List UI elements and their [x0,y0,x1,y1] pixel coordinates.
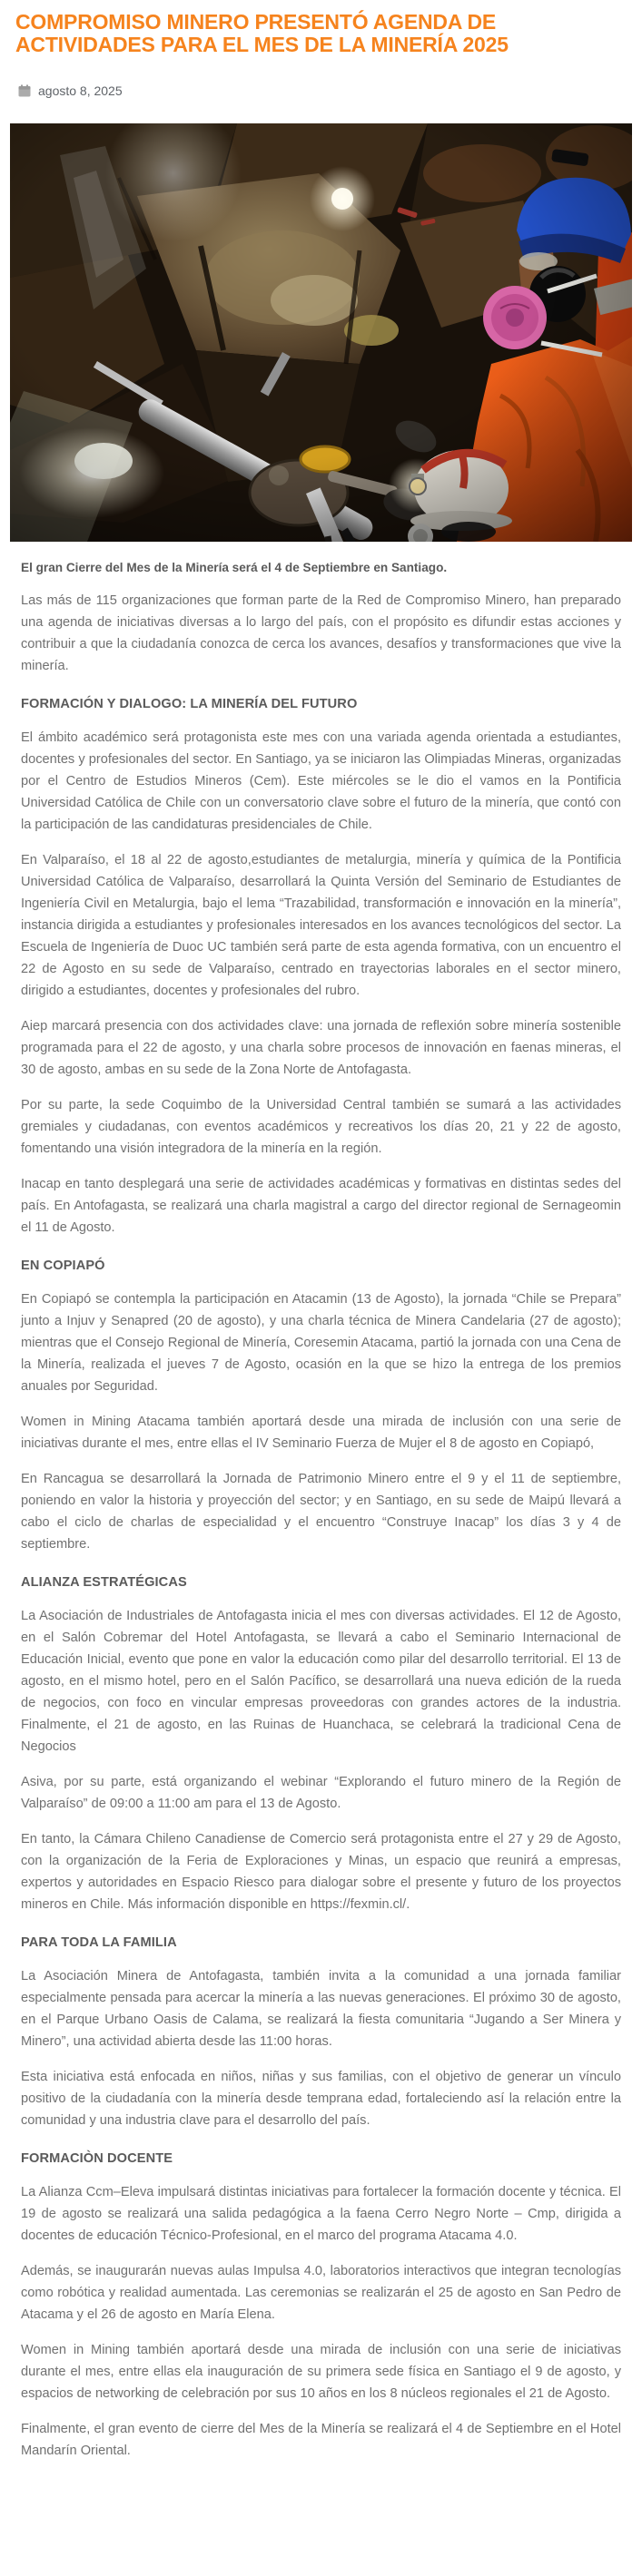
article-paragraph: En Valparaíso, el 18 al 22 de agosto,estudiantes de metalurgia, minería y química de la Pontificia Universidad Católica de Valparaíso, desarrollará la Quinta Versión del Seminario de Estudiantes de Ingeniería Civil en Metalurgia, bajo el lema “Trazabilidad, transformación e innovación en la minería”, instancia dirigida a estudiantes y profesionales interesados en los avances tecnológicos del sector. La Escuela de Ingeniería de Duoc UC también será parte de esta agenda formativa, con un encuentro el 22 de Agosto en su sede de Valparaíso, centrado en trayectorias laborales en el sector minero, dirigido a estudiantes, docentes y profesionales del rubro. [21,853,621,998]
article-paragraph: La Alianza Ccm–Eleva impulsará distintas iniciativas para fortalecer la formación docente y técnica. El 19 de agosto se realizará una salida pedagógica a la faena Cerro Negro Norte – Cmp, dirigida a docentes de educación Técnico-Profesional, en el marco del programa Atacama 4.0. [21,2185,621,2243]
article-paragraph: El ámbito académico será protagonista este mes con una variada agenda orientada a estudiantes, docentes y profesionales del sector. En Santiago, ya se iniciaron las Olimpiadas Mineras, organizadas por el Centro de Estudios Mineros (Cem). Este miércoles se le dio el vamos en la Pontificia Universidad Católica de Chile con un conversatorio clave sobre el futuro de la minería, que contó con la participación de las candidaturas presidenciales de Chile. [21,730,621,832]
article-paragraph: Finalmente, el gran evento de cierre del Mes de la Minería se realizará el 4 de Septiembre en el Hotel Mandarín Oriental. [21,2422,621,2458]
article-paragraph: En Copiapó se contempla la participación en Atacamin (13 de Agosto), la jornada “Chile se Prepara” junto a Injuv y Senapred (20 de agosto), y una charla técnica de Minera Candelaria (27 de agosto); mientras que el Consejo Regional de Minería, Coresemin Atacama, partió la jornada con una Cena de la Minería, realizada el jueves 7 de Agosto, ocasión en la que se hizo la entrega de los premios anuales por Seguridad. [21,1292,621,1394]
section-heading: FORMACIÓN Y DIALOGO: LA MINERÍA DEL FUTURO [21,697,358,711]
calendar-icon [18,84,31,97]
image-caption: El gran Cierre del Mes de la Minería será el 4 de Septiembre en Santiago. [21,561,448,574]
article-paragraph: Las más de 115 organizaciones que forman parte de la Red de Compromiso Minero, han preparado una agenda de iniciativas diversas a lo largo del país, con el propósito es difundir estas acciones y contribuir a que la ciudadanía conozca de cerca los avances, desafíos y transformaciones que vive la minería. [21,593,621,673]
article-paragraph: Women in Mining también aportará desde una mirada de inclusión con una serie de iniciativas durante el mes, entre ellas ela inauguración de su primera sede física en Santiago el 9 de agosto, y espacios de networking de celebración por sus 10 años en los 8 núcleos regionales el 21 de Agosto. [21,2343,621,2401]
article-paragraph: Women in Mining Atacama también aportará desde una mirada de inclusión con una serie de iniciativas durante el mes, entre ellas el IV Seminario Fuerza de Mujer el 8 de agosto en Copiapó, [21,1415,621,1451]
article-paragraph: En tanto, la Cámara Chileno Canadiense de Comercio será protagonista entre el 27 y 29 de Agosto, con la organización de la Feria de Exploraciones y Minas, un espacio que reunirá a empresas, expertos y autoridades en Espacio Riesco para dialogar sobre el presente y futuro de los proyectos mineros en Chile. Más información disponible en https://fexmin.cl/. [21,1832,621,1912]
article-paragraph: Además, se inaugurarán nuevas aulas Impulsa 4.0, laboratorios interactivos que integran tecnologías como robótica y realidad aumentada. Las ceremonias se realizarán el 25 de agosto en San Pedro de Atacama y el 26 de agosto en María Elena. [21,2264,621,2322]
mine-photo-illustration [10,123,632,542]
article-paragraph: En Rancagua se desarrollará la Jornada de Patrimonio Minero entre el 9 y el 11 de septiembre, poniendo en valor la historia y proyección del sector; y en Santiago, en su sede de Maipú llevará a cabo el ciclo de charlas de especialidad y el encuentro “Construye Inacap” los días 3 y 4 de septiembre. [21,1472,621,1552]
article-paragraph: Inacap en tanto desplegará una serie de actividades académicas y formativas en distintas sedes del país. En Antofagasta, se realizará una charla magistral a cargo del director regional de Sernageomin el 11 de Agosto. [21,1177,621,1235]
article-body [21,590,621,2462]
article-meta [18,83,627,98]
article-featured-image [10,123,632,542]
section-heading: FORMACIÒN DOCENTE [21,2151,173,2166]
page-title: COMPROMISO MINERO PRESENTÓ AGENDA DE ACTIVIDADES PARA EL MES DE LA MINERÍA 2025 [15,10,509,56]
article-paragraph: Aiep marcará presencia con dos actividades clave: una jornada de reflexión sobre minería sostenible programada para el 22 de agosto, y una charla sobre procesos de innovación en faenas mineras, el 30 de agosto, ambas en su sede de la Zona Norte de Antofagasta. [21,1019,621,1077]
article-paragraph: Esta iniciativa está enfocada en niños, niñas y sus familias, con el objetivo de generar un vínculo positivo de la ciudadanía con la minería desde temprana edad, fortaleciendo así la relación entre la comunidad y una industria clave para el desarrollo del país. [21,2070,621,2128]
section-heading: PARA TODA LA FAMILIA [21,1935,177,1950]
section-heading: EN COPIAPÓ [21,1259,105,1273]
photo-vignette [10,123,632,542]
article-paragraph: La Asociación de Industriales de Antofagasta inicia el mes con diversas actividades. El 12 de Agosto, en el Salón Cobremar del Hotel Antofagasta, se llevará a cabo el Seminario Internacional de Educación Inicial, evento que pone en valor la educación como pilar del desarrollo territorial. El 13 de agosto, en el mismo hotel, pero en el Salón Pacífico, se desarrollará una nueva edición de la rueda de negocios, con foco en vincular empresas proveedoras con grandes actores de la industria. Finalmente, el 21 de agosto, en las Ruinas de Huanchaca, se celebrará la tradicional Cena de Negocios [21,1609,621,1754]
article-paragraph: La Asociación Minera de Antofagasta, también invita a la comunidad a una jornada familiar especialmente pensada para acercar la minería a las nuevas generaciones. El próximo 30 de agosto, en el Parque Urbano Oasis de Calama, se realizará la fiesta comunitaria “Jugando a Ser Minera y Minero”, una actividad abierta desde las 11:00 horas. [21,1969,621,2049]
article-paragraph: Asiva, por su parte, está organizando el webinar “Explorando el futuro minero de la Región de Valparaíso” de 09:00 a 11:00 am para el 13 de Agosto. [21,1775,621,1811]
article-date: agosto 8, 2025 [38,83,123,98]
article-paragraph: Por su parte, la sede Coquimbo de la Universidad Central también se sumará a las actividades gremiales y ciudadanas, con eventos académicos y recreativos los días 20, 21 y 22 de agosto, fomentando una visión integradora de la minería en la región. [21,1098,621,1156]
section-heading: ALIANZA ESTRATÉGICAS [21,1575,187,1590]
